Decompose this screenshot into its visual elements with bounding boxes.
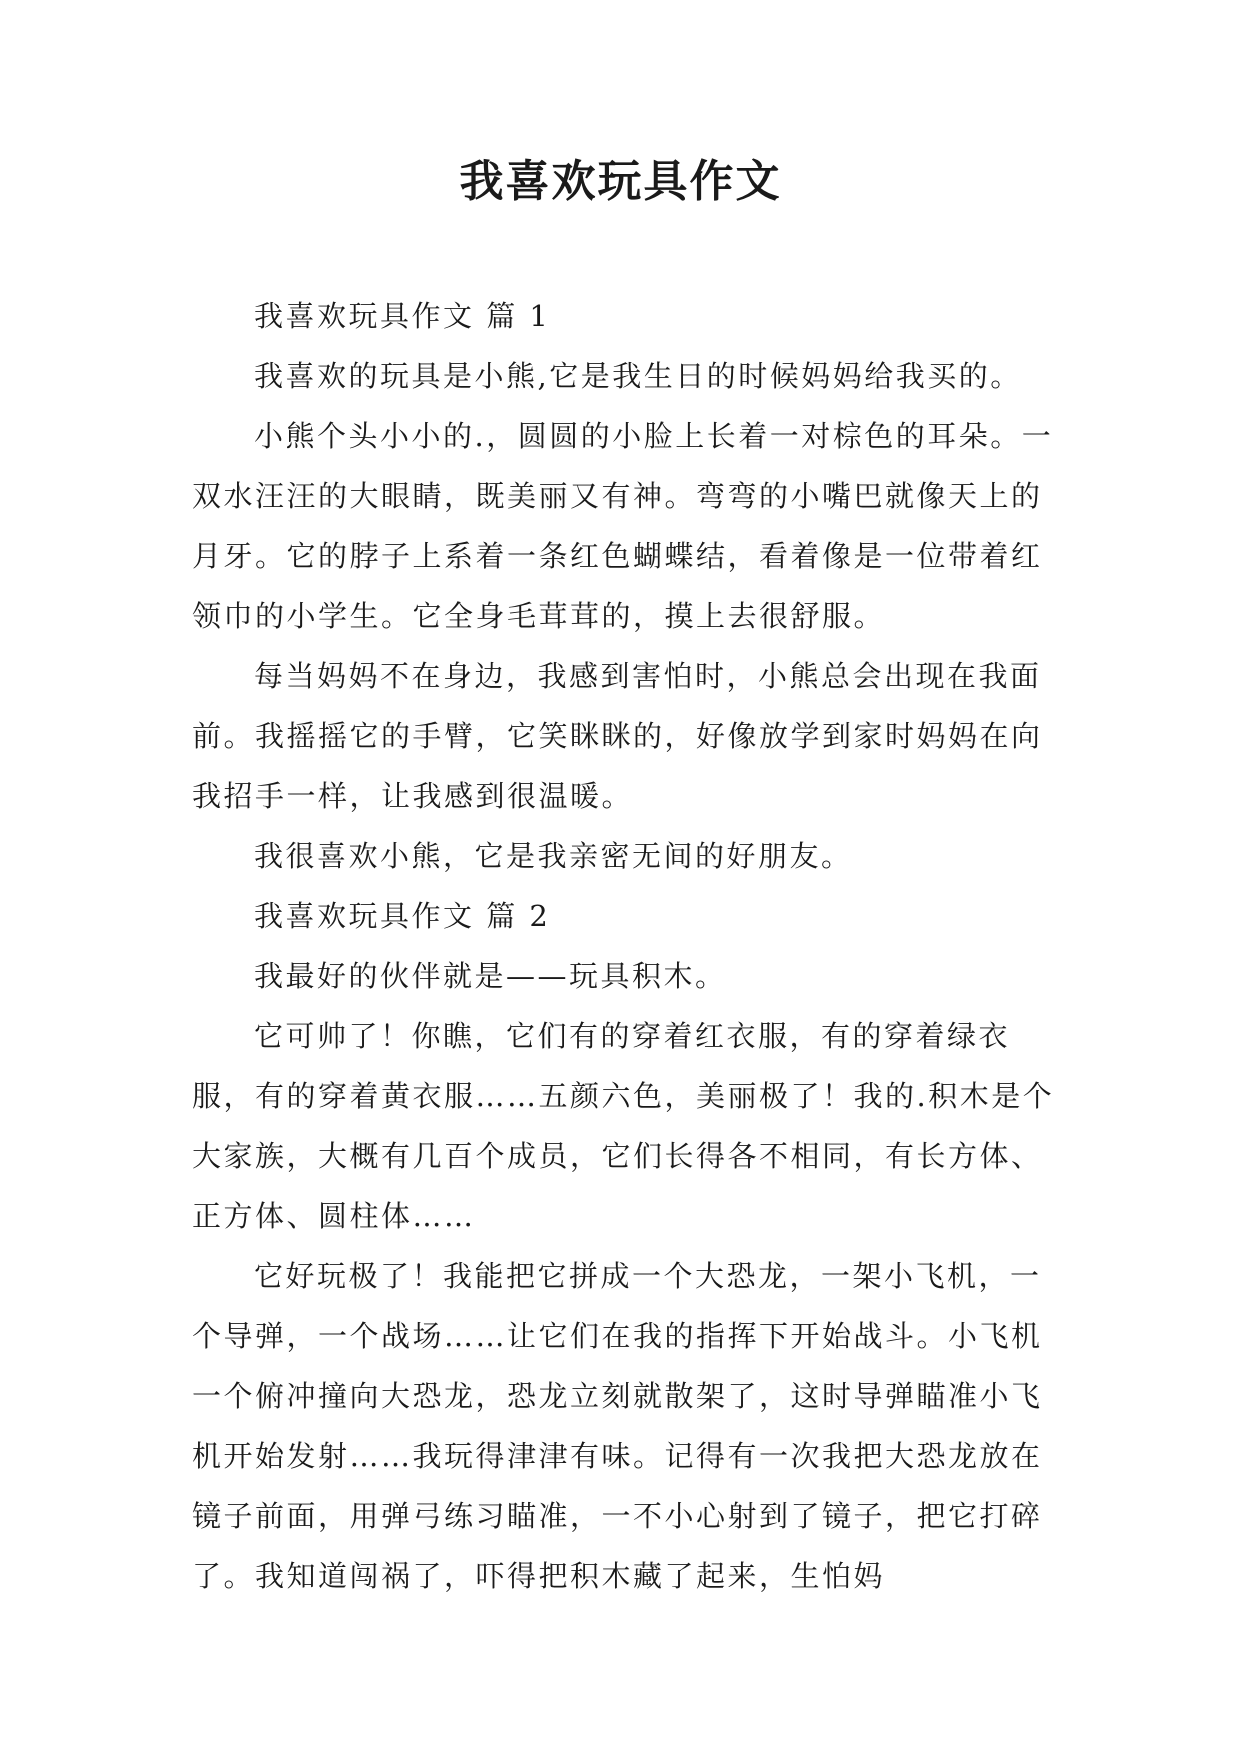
document-title: 我喜欢玩具作文: [459, 156, 782, 207]
section-heading-1: 我喜欢玩具作文 篇 1: [254, 299, 551, 333]
paragraph: 我最好的伙伴就是——玩具积木。: [254, 959, 727, 993]
paragraph: 小熊个头小小的.，圆圆的小脸上长着一对棕色的耳朵。一双水汪汪的大眼睛，既美丽又有神。弯弯的小嘴巴就像天上的月牙。它的脖子上系着一条红色蝴蝶结，看着像是一位带着红领巾的小学生。它全身毛茸茸的，摸上去很舒服。: [192, 419, 1054, 633]
document-body: [192, 286, 1062, 1606]
paragraph: 每当妈妈不在身边，我感到害怕时，小熊总会出现在我面前。我摇摇它的手臂，它笑眯眯的，好像放学到家时妈妈在向我招手一样，让我感到很温暖。: [192, 659, 1043, 813]
paragraph: 我喜欢的玩具是小熊,它是我生日的时候妈妈给我买的。: [254, 359, 1022, 393]
section-heading-2: 我喜欢玩具作文 篇 2: [254, 899, 551, 933]
paragraph: 它可帅了！你瞧，它们有的穿着红衣服，有的穿着绿衣服，有的穿着黄衣服……五颜六色，美丽极了！我的.积木是个大家族，大概有几百个成员，它们长得各不相同，有长方体、正方体、圆柱体……: [192, 1019, 1055, 1233]
paragraph: 我很喜欢小熊，它是我亲密无间的好朋友。: [254, 839, 853, 873]
paragraph: 它好玩极了！我能把它拼成一个大恐龙，一架小飞机，一个导弹，一个战场……让它们在我的指挥下开始战斗。小飞机一个俯冲撞向大恐龙，恐龙立刻就散架了，这时导弹瞄准小飞机开始发射……我玩得津津有味。记得有一次我把大恐龙放在镜子前面，用弹弓练习瞄准，一不小心射到了镜子，把它打碎了。我知道闯祸了，吓得把积木藏了起来，生怕妈: [192, 1259, 1043, 1593]
